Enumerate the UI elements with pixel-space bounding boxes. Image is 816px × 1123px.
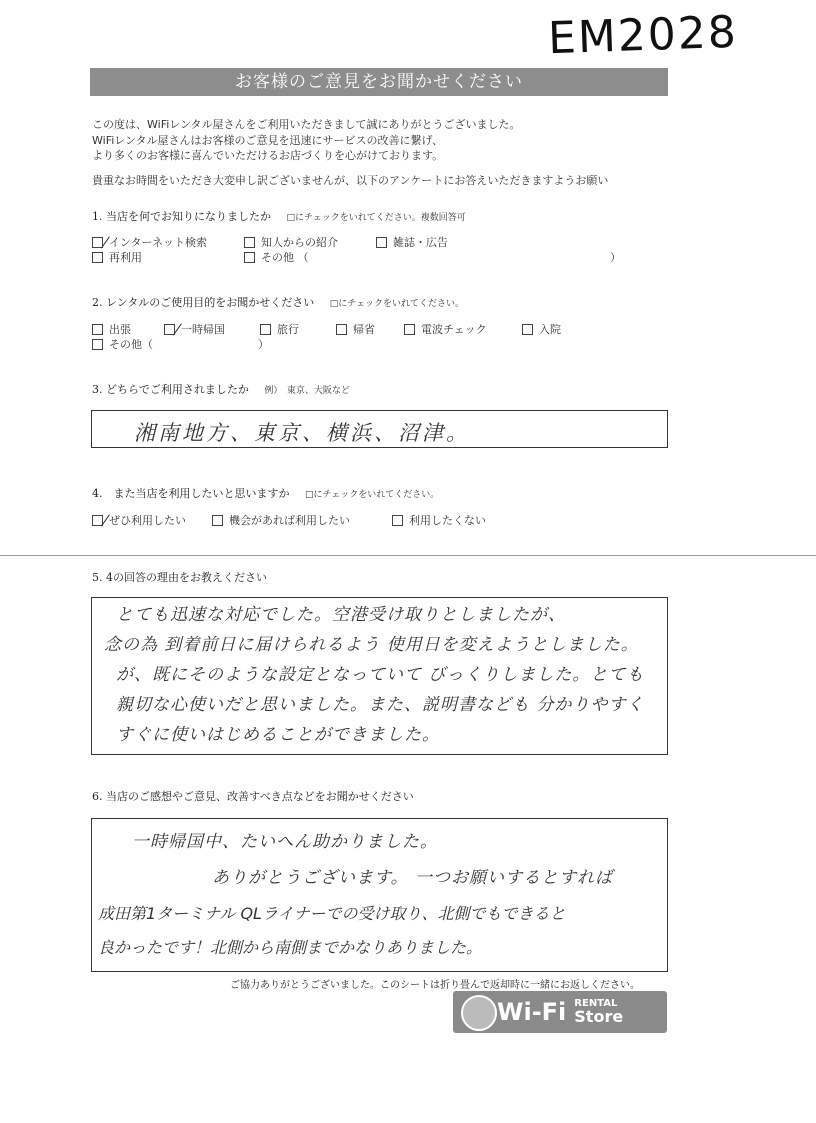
logo-wifi-text: Wi-Fi bbox=[497, 998, 567, 1026]
checkbox-icon[interactable] bbox=[92, 324, 103, 335]
q6-answer-line: 良かったです！北側から南側までかなりありました。 bbox=[98, 938, 483, 957]
checkbox-icon[interactable] bbox=[244, 237, 255, 248]
q6-answer-line: ありがとうございます。 一つお願いするとすれば bbox=[212, 868, 614, 888]
checkbox-checked-icon[interactable] bbox=[164, 324, 175, 335]
q1-option-internet[interactable]: インターネット検索 bbox=[92, 234, 207, 250]
question-2-note: □にチェックをいれてください。 bbox=[329, 299, 465, 309]
q5-answer-line: すぐに使いはじめることができました。 bbox=[116, 725, 440, 745]
document-code: EM2028 bbox=[547, 6, 739, 65]
q5-answer-line: とても迅速な対応でした。空港受け取りとしましたが、 bbox=[116, 605, 566, 625]
logo-store-text: Store bbox=[574, 1007, 624, 1026]
q5-answer bbox=[104, 600, 645, 750]
question-2-label: 2. レンタルのご使用目的をお聞かせください bbox=[92, 296, 315, 309]
q6-answer-line: 一時帰国中、たいへん助かりました。 bbox=[132, 832, 438, 852]
checkbox-checked-icon[interactable] bbox=[92, 237, 103, 248]
footer-note: ご協力ありがとうございました。このシートは折り畳んで返却時に一緒にお返しください。 bbox=[230, 980, 640, 991]
checkbox-icon[interactable] bbox=[376, 237, 387, 248]
question-4-label: 4. また当店を利用したいと思いますか bbox=[92, 487, 290, 500]
fold-line bbox=[0, 555, 816, 556]
q5-answer-line: 念の為 到着前日に届けられるよう 使用日を変えようとしました。 bbox=[104, 635, 639, 655]
q1-option-reuse[interactable]: 再利用 bbox=[92, 249, 142, 265]
checkbox-icon[interactable] bbox=[392, 515, 403, 526]
intro-line-2: WiFiレンタル屋さんはお客様のご意見を迅速にサービスの改善に繋げ、 bbox=[92, 134, 444, 147]
checkbox-icon[interactable] bbox=[260, 324, 271, 335]
question-1-label: 1. 当店を何でお知りになりましたか bbox=[92, 210, 271, 223]
q4-option-definitely[interactable]: ぜひ利用したい bbox=[92, 512, 186, 528]
checkbox-icon[interactable] bbox=[244, 252, 255, 263]
q1-option-magazine[interactable]: 雑誌・広告 bbox=[376, 234, 448, 250]
q6-answer-line: 成田第1ターミナル QLライナーでの受け取り、北側でもできると bbox=[98, 904, 566, 923]
q2-option-business-trip[interactable]: 出張 bbox=[92, 321, 131, 337]
checkbox-icon[interactable] bbox=[92, 339, 103, 350]
question-6-label: 6. 当店のご感想やご意見、改善すべき点などをお聞かせください bbox=[92, 790, 414, 803]
survey-title: お客様のご意見をお聞かせください bbox=[90, 68, 668, 96]
question-4 bbox=[92, 485, 439, 501]
checkbox-icon[interactable] bbox=[212, 515, 223, 526]
checkbox-icon[interactable] bbox=[404, 324, 415, 335]
q1-option-referral[interactable]: 知人からの紹介 bbox=[244, 234, 338, 250]
checkbox-icon[interactable] bbox=[522, 324, 533, 335]
question-2 bbox=[92, 294, 464, 310]
q3-answer: 湘南地方、東京、横浜、沼津。 bbox=[134, 421, 470, 445]
question-1 bbox=[92, 208, 466, 224]
q1-other-close: ） bbox=[610, 251, 621, 264]
q6-answer-box[interactable] bbox=[91, 818, 668, 972]
intro-line-3: より多くのお客様に喜んでいただけるお店づくりを心がけております。 bbox=[92, 149, 444, 162]
checkbox-icon[interactable] bbox=[92, 252, 103, 263]
intro-line-4: 貴重なお時間をいただき大変申し訳ございませんが、以下のアンケートにお答えいただきますようお願い bbox=[92, 174, 609, 187]
question-4-note: □にチェックをいれてください。 bbox=[305, 490, 440, 500]
question-3-note: 例） 東京、大阪など bbox=[264, 386, 350, 396]
q2-option-other[interactable]: その他（ bbox=[92, 336, 153, 352]
intro-line-1: この度は、WiFiレンタル屋さんをご利用いただきまして誠にありがとうございました。 bbox=[92, 118, 521, 131]
logo-rental-store bbox=[574, 999, 623, 1025]
q2-option-travel[interactable]: 旅行 bbox=[260, 321, 299, 337]
q5-answer-box[interactable] bbox=[91, 597, 668, 755]
q2-option-temporary-return[interactable]: 一時帰国 bbox=[164, 321, 225, 337]
q2-option-hospital[interactable]: 入院 bbox=[522, 321, 561, 337]
logo-rental-text: RENTAL bbox=[574, 998, 618, 1009]
question-3-label: 3. どちらでご利用されましたか bbox=[92, 383, 249, 396]
q2-option-homecoming[interactable]: 帰省 bbox=[336, 321, 375, 337]
question-3 bbox=[92, 381, 350, 397]
checkbox-checked-icon[interactable] bbox=[92, 515, 103, 526]
q1-option-other[interactable]: その他 （ bbox=[244, 249, 309, 265]
q5-answer-line: が、既にそのような設定となっていて びっくりしました。とても bbox=[116, 665, 645, 685]
q3-answer-box[interactable] bbox=[91, 410, 668, 448]
q5-answer-line: 親切な心使いだと思いました。また、説明書なども 分かりやすく bbox=[116, 695, 645, 715]
mascot-icon bbox=[461, 995, 497, 1031]
q2-option-signal-check[interactable]: 電波チェック bbox=[404, 321, 487, 337]
checkbox-icon[interactable] bbox=[336, 324, 347, 335]
question-1-note: □にチェックをいれてください。複数回答可 bbox=[286, 213, 466, 223]
q4-option-if-chance[interactable]: 機会があれば利用したい bbox=[212, 512, 350, 528]
brand-logo bbox=[453, 991, 667, 1033]
question-5-label: 5. 4の回答の理由をお教えください bbox=[92, 571, 267, 584]
q2-other-close: ） bbox=[258, 338, 269, 351]
q4-option-no[interactable]: 利用したくない bbox=[392, 512, 486, 528]
